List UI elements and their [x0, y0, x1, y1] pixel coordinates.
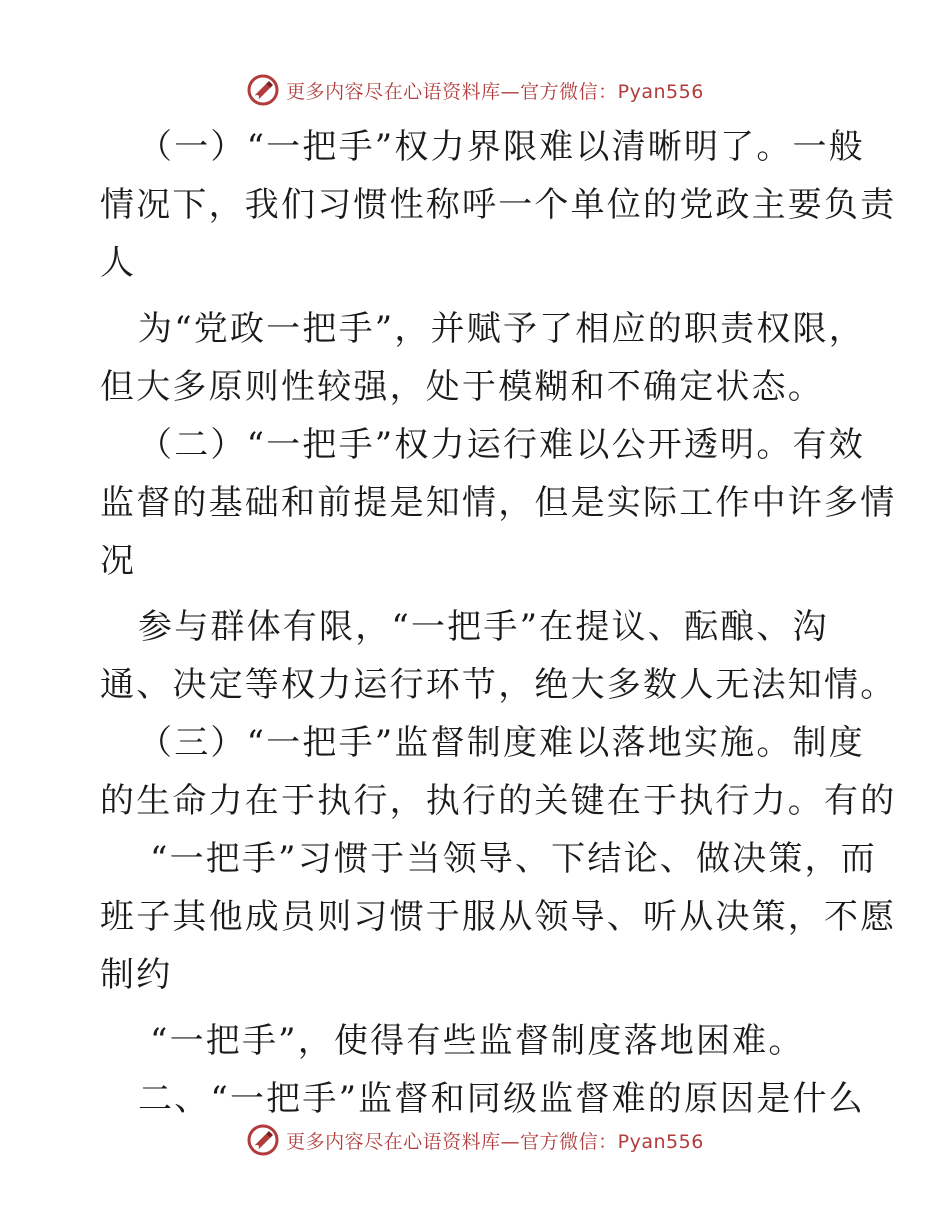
text-line: 况 [100, 541, 137, 581]
text-line: 的生命力在于执行，执行的关键在于执行力。有的 [100, 781, 897, 821]
text-line: 参与群体有限，“一把手”在提议、酝酿、沟 [138, 607, 829, 647]
watermark-banner-bottom [0, 1120, 950, 1160]
text-line: “一把手”习惯于当领导、下结论、做决策，而 [150, 839, 877, 879]
watermark-text: 更多内容尽在心语资料库—官方微信：Pyan556 [286, 80, 704, 103]
text-line: 班子其他成员则习惯于服从领导、听从决策，不愿 [100, 897, 897, 937]
watermark-banner-top [0, 70, 950, 110]
seal-pen-logo-icon [246, 1123, 280, 1157]
text-line: （二）“一把手”权力运行难以公开透明。有效 [138, 425, 865, 465]
watermark-text: 更多内容尽在心语资料库—官方微信：Pyan556 [286, 1130, 704, 1153]
text-line: 制约 [100, 955, 173, 995]
section-heading: 二、“一把手”监督和同级监督难的原因是什么 [138, 1079, 865, 1119]
text-line: 为“党政一把手”，并赋予了相应的职责权限， [138, 309, 865, 349]
seal-pen-logo-icon [246, 73, 280, 107]
text-line: 但大多原则性较强，处于模糊和不确定状态。 [100, 367, 824, 407]
text-line: “一把手”，使得有些监督制度落地困难。 [150, 1021, 805, 1061]
text-line: 监督的基础和前提是知情，但是实际工作中许多情 [100, 483, 897, 523]
text-line: （一）“一把手”权力界限难以清晰明了。一般 [138, 127, 865, 167]
text-line: （三）“一把手”监督制度难以落地实施。制度 [138, 723, 865, 763]
document-body [100, 118, 897, 1128]
text-line: 通、决定等权力运行环节，绝大多数人无法知情。 [100, 665, 897, 705]
text-line: 情况下，我们习惯性称呼一个单位的党政主要负责 [100, 185, 897, 225]
text-line: 人 [100, 243, 137, 283]
